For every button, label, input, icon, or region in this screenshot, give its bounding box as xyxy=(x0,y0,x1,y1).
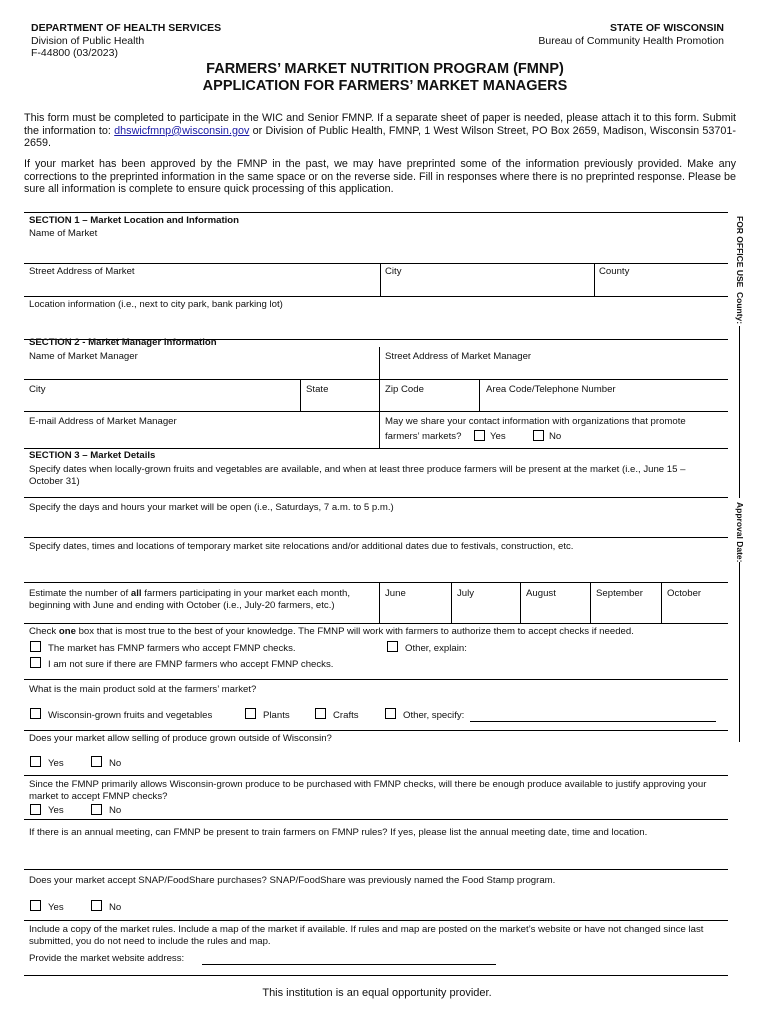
website-input[interactable] xyxy=(202,964,496,965)
market-city-label: City xyxy=(385,266,402,277)
snap-question: Does your market accept SNAP/FoodShare purchases? SNAP/FoodShare was previously named the Food Stamp program. xyxy=(29,875,556,886)
plants-label: Plants xyxy=(263,710,290,721)
not-sure-label: I am not sure if there are FMNP farmers who accept FMNP checks. xyxy=(48,659,334,670)
available-dates-question: Specify dates when locally-grown fruits and vegetables are available, and when at least three produce farmers will be present at the market (i.e., June 15 – October 31) xyxy=(29,464,686,487)
enough-produce-question: Since the FMNP primarily allows Wisconsin-grown produce to be purchased with FMNP checks, will there be enough produce available to justify approving your market to accept FMNP checks? xyxy=(29,779,707,802)
farmer-estimate-label-2: beginning with June and ending with October (i.e., July-20 farmers, etc.) xyxy=(29,600,335,611)
produce-yes-label: Yes xyxy=(48,805,64,816)
manager-city-label: City xyxy=(29,384,46,395)
produce-no-label: No xyxy=(109,805,122,816)
snap-yes-checkbox[interactable] xyxy=(30,900,41,911)
produce-yes-checkbox[interactable] xyxy=(30,804,41,815)
submission-email-link[interactable]: dhswicfmnp@wisconsin.gov xyxy=(114,124,250,137)
fruits-vegetables-label: Wisconsin-grown fruits and vegetables xyxy=(48,710,213,721)
check-one-instruction: Check one box that is most true to the best of your knowledge. The FMNP will work with farmers to authorize them to accept checks if needed. xyxy=(29,626,634,637)
telephone-label: Area Code/Telephone Number xyxy=(486,384,616,395)
other-explain-label: Other, explain: xyxy=(405,643,467,654)
manager-email-label: E-mail Address of Market Manager xyxy=(29,416,177,427)
produce-no-checkbox[interactable] xyxy=(91,804,102,815)
snap-no-checkbox[interactable] xyxy=(91,900,102,911)
section-3-title: SECTION 3 – Market Details xyxy=(29,450,156,461)
month-july: July xyxy=(457,588,475,599)
other-explain-checkbox[interactable] xyxy=(387,641,398,652)
other-product-label: Other, specify: xyxy=(403,710,465,721)
title-line-1: FARMERS’ MARKET NUTRITION PROGRAM (FMNP) xyxy=(206,61,564,77)
website-label: Provide the market website address: xyxy=(29,953,185,964)
share-yes-label: Yes xyxy=(490,431,506,442)
office-use-label: FOR OFFICE USE xyxy=(735,216,745,288)
outside-yes-label: Yes xyxy=(48,758,64,769)
other-product-input[interactable] xyxy=(470,721,716,722)
outside-no-checkbox[interactable] xyxy=(91,756,102,767)
outside-no-label: No xyxy=(109,758,122,769)
snap-no-label: No xyxy=(109,902,122,913)
month-june: June xyxy=(385,588,406,599)
market-hours-question: Specify the days and hours your market will be open (i.e., Saturdays, 7 a.m. to 5 p.m.) xyxy=(29,502,394,513)
manager-state-label: State xyxy=(306,384,329,395)
not-sure-checkbox[interactable] xyxy=(30,657,41,668)
zip-code-label: Zip Code xyxy=(385,384,424,395)
location-info-label: Location information (i.e., next to city park, bank parking lot) xyxy=(29,299,283,310)
office-use-strip xyxy=(733,212,747,742)
manager-street-label: Street Address of Market Manager xyxy=(385,351,532,362)
month-october: October xyxy=(667,588,702,599)
share-yes-checkbox[interactable] xyxy=(474,430,485,441)
share-no-label: No xyxy=(549,431,562,442)
outside-wi-question: Does your market allow selling of produce grown outside of Wisconsin? xyxy=(29,733,332,744)
outside-yes-checkbox[interactable] xyxy=(30,756,41,767)
form-number: F-44800 (03/2023) xyxy=(31,47,118,59)
annual-meeting-question: If there is an annual meeting, can FMNP be present to train farmers on FMNP rules? If yes, please list the annual meeting date, time and location. xyxy=(29,827,648,838)
equal-opportunity-footer: This institution is an equal opportunity provider. xyxy=(262,987,492,999)
fmnp-farmers-checkbox[interactable] xyxy=(30,641,41,652)
market-street-label: Street Address of Market xyxy=(29,266,135,277)
market-county-label: County xyxy=(599,266,630,277)
crafts-checkbox[interactable] xyxy=(315,708,326,719)
market-name-label: Name of Market xyxy=(29,228,98,239)
share-contact-question-2: farmers’ markets? xyxy=(385,431,462,442)
farmer-estimate-label: Estimate the number of all farmers participating in your market each month, xyxy=(29,588,351,599)
intro-text-b: or Division of Public Health, FMNP, 1 West Wilson Street, PO Box 2659, Madison, Wisconsin 53701-2659. xyxy=(24,124,736,150)
month-september: September xyxy=(596,588,643,599)
share-contact-question: May we share your contact information with organizations that promote xyxy=(385,416,686,427)
relocations-question: Specify dates, times and locations of temporary market site relocations and/or additional dates due to festivals, construction, etc. xyxy=(29,541,574,552)
bureau-name: Bureau of Community Health Promotion xyxy=(538,34,724,47)
manager-name-label: Name of Market Manager xyxy=(29,351,138,362)
plants-checkbox[interactable] xyxy=(245,708,256,719)
share-no-checkbox[interactable] xyxy=(533,430,544,441)
form-title xyxy=(0,61,770,95)
fruits-vegetables-checkbox[interactable] xyxy=(30,708,41,719)
main-product-question: What is the main product sold at the farmers’ market? xyxy=(29,684,257,695)
division-name: Division of Public Health xyxy=(31,34,145,47)
state-header xyxy=(538,22,724,47)
crafts-label: Crafts xyxy=(333,710,359,721)
fmnp-farmers-label: The market has FMNP farmers who accept FMNP checks. xyxy=(48,643,296,654)
month-august: August xyxy=(526,588,556,599)
other-product-checkbox[interactable] xyxy=(385,708,396,719)
section-1-title: SECTION 1 – Market Location and Information xyxy=(29,215,240,226)
agency-header xyxy=(31,22,221,60)
state-name: STATE OF WISCONSIN xyxy=(610,22,724,34)
office-approval-label: Approval Date: xyxy=(735,502,745,563)
intro-text-a: This form must be completed to participate in the WIC and Senior FMNP. If a separate sheet of paper is needed, please attach it to this form. Submit the information to: xyxy=(24,112,736,137)
intro-paragraph-1 xyxy=(24,112,736,150)
section-2-title: SECTION 2 - Market Manager Information xyxy=(29,337,217,348)
intro-paragraph-2: If your market has been approved by the FMNP in the past, we may have preprinted some of the information previously provided. Make any corrections to the preprinted information in the same space or on the reverse side. Fill in responses where there is no preprinted response. Please be sure all information is complete to ensure quick processing of this application. xyxy=(24,158,736,196)
market-rules-note: Include a copy of the market rules. Include a map of the market if available. If rules and map are posted on the market’s website or have not changed since last submitted, you do not need to include the rules and map. xyxy=(29,924,704,947)
application-form xyxy=(24,212,728,976)
office-county-label: County: xyxy=(735,292,745,325)
title-line-2: APPLICATION FOR FARMERS’ MARKET MANAGERS xyxy=(202,78,568,94)
department-name: DEPARTMENT OF HEALTH SERVICES xyxy=(31,22,222,34)
snap-yes-label: Yes xyxy=(48,902,64,913)
